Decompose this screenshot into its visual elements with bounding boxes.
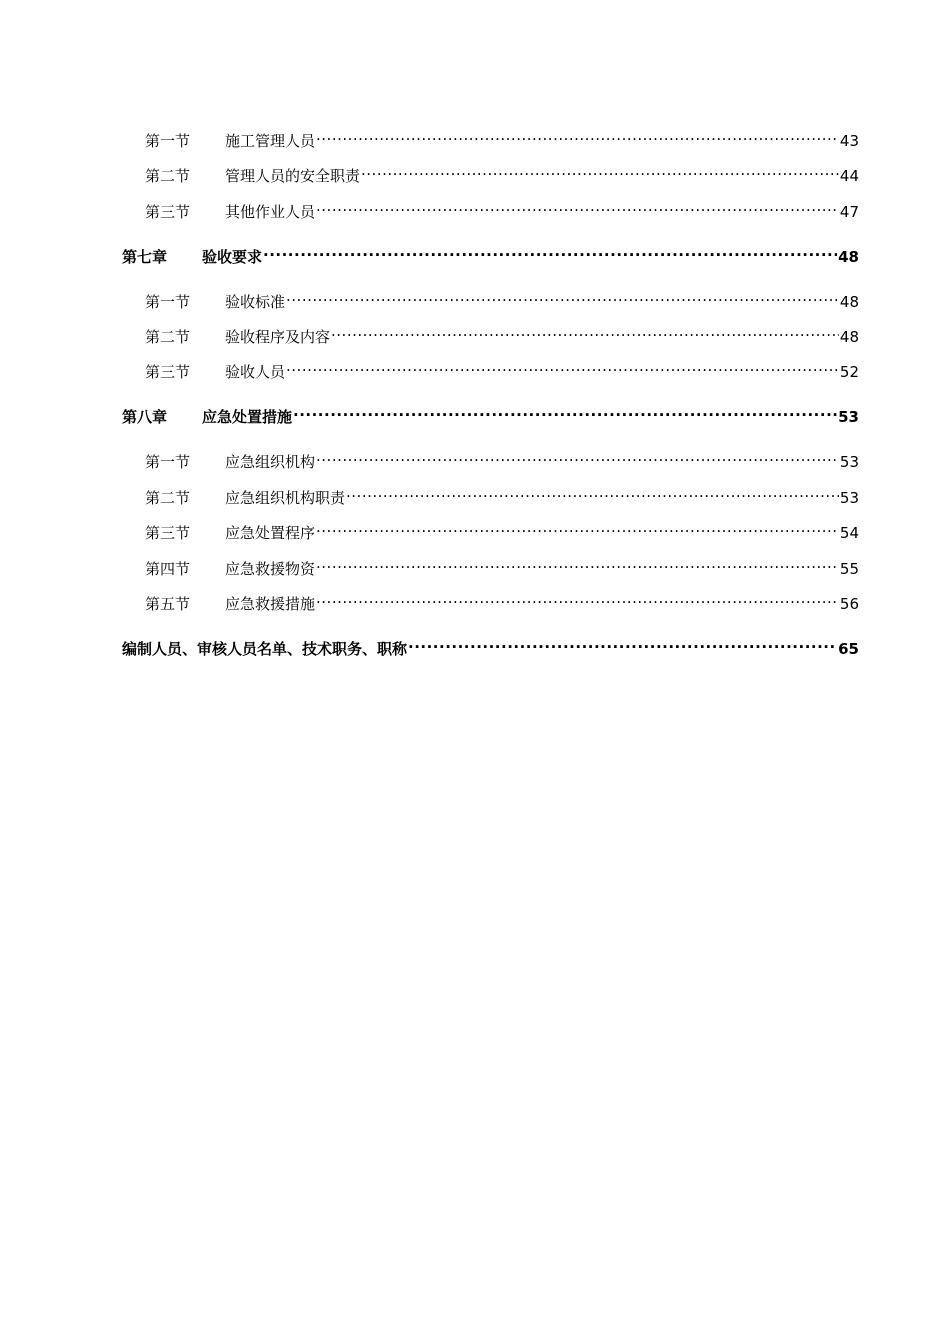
toc-dot-leader (316, 445, 839, 467)
toc-entry[interactable] (145, 159, 859, 185)
toc-entry-title: 验收标准 (225, 293, 286, 311)
toc-entry-number: 第一节 (145, 132, 191, 150)
toc-chapter-entry[interactable] (122, 632, 859, 658)
toc-entry[interactable] (145, 320, 859, 346)
toc-entry-number: 第二节 (145, 167, 191, 185)
toc-dot-leader (361, 159, 839, 181)
toc-entry-number: 第五节 (145, 595, 191, 613)
toc-entry-page: 56 (839, 595, 859, 613)
toc-dot-leader (316, 552, 839, 574)
toc-dot-leader (316, 587, 839, 609)
toc-entry-number: 第七章 (122, 248, 168, 266)
toc-entry-title: 应急处置程序 (225, 524, 316, 542)
toc-entry-page: 53 (839, 453, 859, 471)
toc-dot-leader (293, 400, 837, 422)
toc-entry[interactable] (145, 355, 859, 381)
toc-entry-page: 48 (838, 248, 859, 266)
toc-entry-page: 55 (839, 560, 859, 578)
toc-dot-leader (316, 124, 839, 146)
toc-entry-title: 验收人员 (225, 363, 286, 381)
toc-entry-title: 应急组织机构职责 (225, 489, 346, 507)
toc-dot-leader (331, 320, 839, 342)
toc-entry-title: 验收要求 (202, 248, 263, 266)
toc-entry-title: 应急救援物资 (225, 560, 316, 578)
toc-entry-page: 44 (839, 167, 859, 185)
toc-entry-page: 52 (839, 363, 859, 381)
toc-entry-title: 验收程序及内容 (225, 328, 331, 346)
toc-dot-leader (316, 516, 839, 538)
toc-entry[interactable] (145, 124, 859, 150)
toc-entry-page: 65 (838, 640, 859, 658)
toc-entry-title: 管理人员的安全职责 (225, 167, 361, 185)
toc-entry-number: 第四节 (145, 560, 191, 578)
toc-entry[interactable] (145, 445, 859, 471)
toc-dot-leader (286, 355, 839, 377)
toc-entry-page: 48 (839, 328, 859, 346)
toc-entry-number: 第一节 (145, 293, 191, 311)
toc-entry-number: 第三节 (145, 203, 191, 221)
toc-entry-title: 其他作业人员 (225, 203, 316, 221)
toc-entry-number: 第二节 (145, 489, 191, 507)
toc-entry[interactable] (145, 516, 859, 542)
toc-entry[interactable] (145, 552, 859, 578)
toc-dot-leader (263, 240, 837, 262)
toc-entry-number: 第八章 (122, 408, 168, 426)
toc-entry-page: 54 (839, 524, 859, 542)
toc-entry[interactable] (145, 285, 859, 311)
toc-entry-page: 53 (838, 408, 859, 426)
toc-entry-title: 编制人员、审核人员名单、技术职务、职称 (122, 640, 408, 658)
toc-chapter-entry[interactable] (122, 240, 859, 266)
toc-entry-number: 第二节 (145, 328, 191, 346)
toc-entry-page: 48 (839, 293, 859, 311)
toc-entry-page: 47 (839, 203, 859, 221)
toc-entry[interactable] (145, 587, 859, 613)
toc-entry-number: 第三节 (145, 524, 191, 542)
toc-dot-leader (286, 285, 839, 307)
toc-dot-leader (346, 481, 839, 503)
toc-entry-page: 53 (839, 489, 859, 507)
toc-entry-title: 应急组织机构 (225, 453, 316, 471)
toc-entry-page: 43 (839, 132, 859, 150)
toc-entry-title: 应急处置措施 (202, 408, 293, 426)
toc-dot-leader (316, 195, 839, 217)
toc-dot-leader (408, 632, 837, 654)
toc-entry-number: 第一节 (145, 453, 191, 471)
toc-entry-number: 第三节 (145, 363, 191, 381)
toc-entry-title: 应急救援措施 (225, 595, 316, 613)
toc-entry[interactable] (145, 195, 859, 221)
toc-chapter-entry[interactable] (122, 400, 859, 426)
toc-entry-title: 施工管理人员 (225, 132, 316, 150)
toc-entry[interactable] (145, 481, 859, 507)
